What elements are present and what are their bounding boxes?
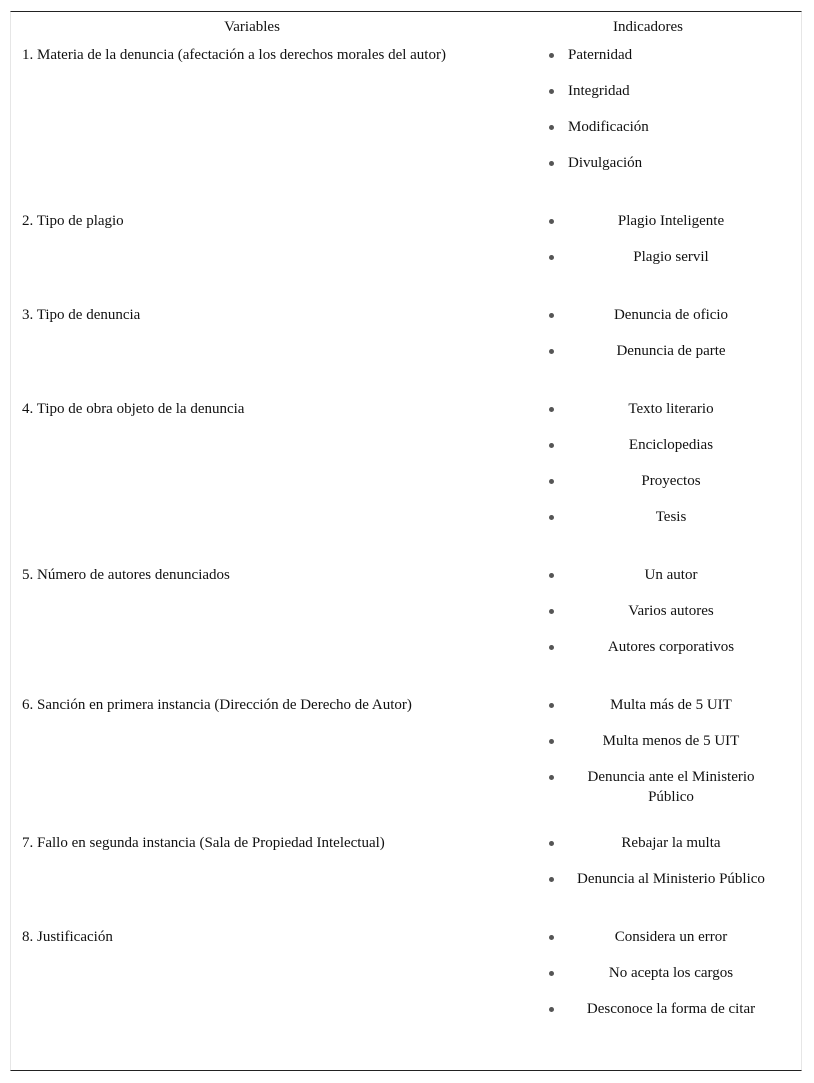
indicator-text: Divulgación: [568, 155, 643, 171]
indicator-text: Autores corporativos: [607, 639, 735, 655]
bullet-icon: [548, 507, 554, 527]
bullet-icon: [548, 81, 554, 101]
bullet-icon: [548, 833, 554, 853]
indicator-text: Plagio servil: [633, 249, 709, 265]
bullet-icon: [548, 767, 554, 787]
indicator-item: [548, 79, 796, 115]
table-header: [11, 19, 801, 39]
indicator-item: [548, 925, 796, 961]
indicator-text: Enciclopedias: [628, 437, 714, 453]
indicator-text: Tesis: [655, 509, 687, 525]
variable-label: 1. Materia de la denuncia (afectación a los derechos morales del autor): [22, 47, 446, 63]
bullet-icon: [548, 695, 554, 715]
indicator-text: Modificación: [568, 119, 649, 135]
indicator-text: Un autor: [644, 567, 698, 583]
bullet-icon: [548, 601, 554, 621]
indicator-text: Denuncia ante el Ministerio Público: [587, 769, 755, 805]
bullet-icon: [548, 117, 554, 137]
table-row: [11, 831, 801, 903]
indicator-list: [548, 209, 796, 281]
indicator-item: [548, 469, 796, 505]
indicator-text: Proyectos: [641, 473, 701, 489]
indicator-item: [548, 997, 796, 1033]
indicator-item: [548, 303, 796, 339]
indicator-item: [548, 635, 796, 671]
indicator-list: [548, 303, 796, 375]
indicator-item: [548, 245, 796, 281]
indicator-text: Considera un error: [614, 929, 728, 945]
bullet-icon: [548, 963, 554, 983]
bullet-icon: [548, 45, 554, 65]
indicator-text: Multa menos de 5 UIT: [602, 733, 740, 749]
bullet-icon: [548, 471, 554, 491]
table-row: [11, 303, 801, 375]
indicator-text: Texto literario: [628, 401, 714, 417]
bullet-icon: [548, 999, 554, 1019]
bullet-icon: [548, 637, 554, 657]
indicator-item: [548, 867, 796, 903]
bullet-icon: [548, 153, 554, 173]
header-variables: Variables: [224, 19, 280, 35]
indicator-list: [548, 831, 796, 903]
bullet-icon: [548, 305, 554, 325]
indicator-item: [548, 115, 796, 151]
indicator-text: Denuncia de parte: [616, 343, 726, 359]
bullet-icon: [548, 927, 554, 947]
variable-label: 4. Tipo de obra objeto de la denuncia: [22, 401, 245, 417]
indicator-text: Varios autores: [628, 603, 714, 619]
indicator-item: [548, 43, 796, 79]
indicator-item: [548, 563, 796, 599]
indicator-item: [548, 433, 796, 469]
bullet-icon: [548, 247, 554, 267]
indicator-text: Plagio Inteligente: [617, 213, 725, 229]
table-row: [11, 397, 801, 541]
variable-label: 2. Tipo de plagio: [22, 213, 124, 229]
bullet-icon: [548, 399, 554, 419]
indicator-item: [548, 599, 796, 635]
indicator-item: [548, 961, 796, 997]
indicator-text: Paternidad: [568, 47, 633, 63]
table-body: [11, 43, 801, 1055]
indicator-list: [548, 563, 796, 671]
table-row: [11, 925, 801, 1033]
indicator-text: No acepta los cargos: [608, 965, 734, 981]
indicator-list: [548, 43, 796, 187]
indicator-list: [548, 925, 796, 1033]
indicator-text: Denuncia al Ministerio Público: [577, 871, 765, 887]
indicator-item: [548, 339, 796, 375]
variables-table: [10, 11, 802, 1071]
indicator-item: [548, 831, 796, 867]
indicator-text: Multa más de 5 UIT: [610, 697, 732, 713]
indicator-item: [548, 729, 796, 765]
indicator-item: [548, 151, 796, 187]
variable-label: 8. Justificación: [22, 929, 113, 945]
indicator-item: [548, 693, 796, 729]
variable-label: 3. Tipo de denuncia: [22, 307, 141, 323]
indicator-item: [548, 397, 796, 433]
bullet-icon: [548, 435, 554, 455]
indicator-item: [548, 505, 796, 541]
indicator-item: [548, 765, 796, 809]
indicator-text: Integridad: [568, 83, 630, 99]
indicator-list: [548, 397, 796, 541]
indicator-item: [548, 209, 796, 245]
table-row: [11, 693, 801, 809]
table-row: [11, 209, 801, 281]
bullet-icon: [548, 211, 554, 231]
indicator-text: Denuncia de oficio: [613, 307, 729, 323]
bullet-icon: [548, 565, 554, 585]
indicator-text: Desconoce la forma de citar: [586, 1001, 756, 1017]
table-row: [11, 563, 801, 671]
header-indicadores: Indicadores: [613, 19, 683, 35]
indicator-text: Rebajar la multa: [621, 835, 721, 851]
table-row: [11, 43, 801, 187]
variable-label: 7. Fallo en segunda instancia (Sala de Propiedad Intelectual): [22, 835, 385, 851]
bullet-icon: [548, 731, 554, 751]
bullet-icon: [548, 869, 554, 889]
variable-label: 5. Número de autores denunciados: [22, 567, 230, 583]
bullet-icon: [548, 341, 554, 361]
variable-label: 6. Sanción en primera instancia (Dirección de Derecho de Autor): [22, 697, 412, 713]
indicator-list: [548, 693, 796, 809]
